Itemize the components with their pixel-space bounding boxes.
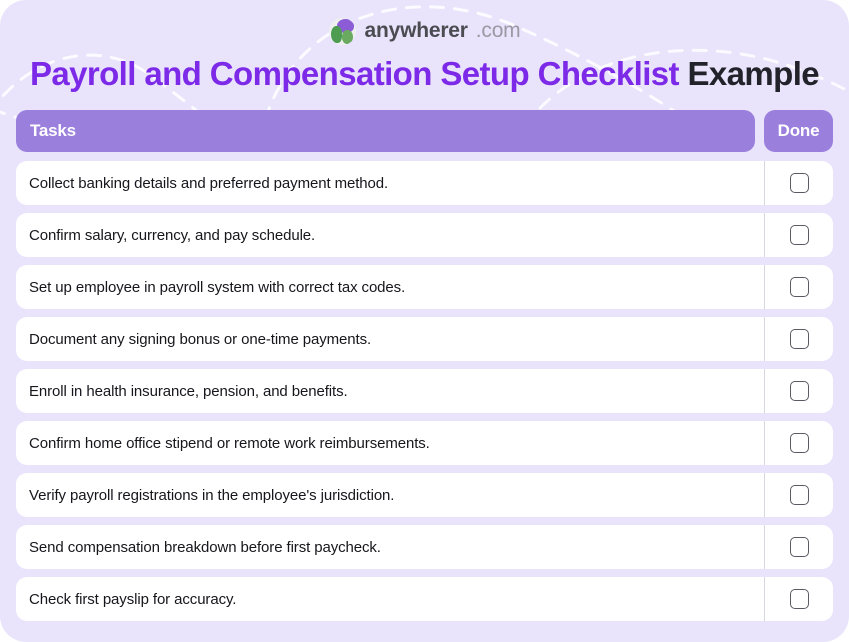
table-row bbox=[16, 473, 833, 517]
task-label: Confirm home office stipend or remote work reimbursements. bbox=[29, 434, 430, 452]
brand-tld: .com bbox=[475, 19, 521, 42]
task-label: Document any signing bonus or one-time payments. bbox=[29, 330, 372, 348]
checklist-table bbox=[16, 110, 833, 629]
task-done-cell bbox=[764, 577, 833, 621]
task-done-cell bbox=[764, 317, 833, 361]
task-done-cell bbox=[764, 161, 833, 205]
column-header-done bbox=[764, 110, 833, 152]
task-checkbox[interactable] bbox=[790, 589, 809, 609]
task-label: Confirm salary, currency, and pay schedule. bbox=[29, 226, 316, 244]
brand-name: anywherer bbox=[364, 19, 468, 42]
column-header-done-label: Done bbox=[777, 121, 820, 140]
task-done-cell bbox=[764, 525, 833, 569]
table-row bbox=[16, 421, 833, 465]
task-label: Collect banking details and preferred payment method. bbox=[29, 174, 389, 192]
task-checkbox[interactable] bbox=[790, 433, 809, 453]
table-row bbox=[16, 213, 833, 257]
page-title-main: Payroll and Compensation Setup Checklist bbox=[29, 55, 679, 92]
task-label: Set up employee in payroll system with correct tax codes. bbox=[29, 278, 406, 296]
column-header-tasks bbox=[16, 110, 755, 152]
task-done-cell bbox=[764, 213, 833, 257]
task-label: Verify payroll registrations in the employee's jurisdiction. bbox=[29, 486, 395, 504]
task-checkbox[interactable] bbox=[790, 225, 809, 245]
task-label: Check first payslip for accuracy. bbox=[29, 590, 237, 608]
task-checkbox[interactable] bbox=[790, 329, 809, 349]
globe-icon bbox=[329, 18, 356, 45]
brand-logo bbox=[0, 14, 849, 48]
table-header-row bbox=[16, 110, 833, 152]
task-done-cell bbox=[764, 265, 833, 309]
task-checkbox[interactable] bbox=[790, 381, 809, 401]
task-checkbox[interactable] bbox=[790, 537, 809, 557]
table-row bbox=[16, 161, 833, 205]
task-checkbox[interactable] bbox=[790, 173, 809, 193]
table-row bbox=[16, 577, 833, 621]
task-label: Enroll in health insurance, pension, and benefits. bbox=[29, 382, 348, 400]
task-label: Send compensation breakdown before first paycheck. bbox=[29, 538, 381, 556]
task-done-cell bbox=[764, 369, 833, 413]
task-done-cell bbox=[764, 473, 833, 517]
task-checkbox[interactable] bbox=[790, 485, 809, 505]
table-row bbox=[16, 317, 833, 361]
task-done-cell bbox=[764, 421, 833, 465]
table-row bbox=[16, 369, 833, 413]
table-row bbox=[16, 525, 833, 569]
task-checkbox[interactable] bbox=[790, 277, 809, 297]
page-title bbox=[0, 54, 849, 94]
page-title-suffix: Example bbox=[678, 55, 820, 92]
column-header-tasks-label: Tasks bbox=[30, 121, 76, 140]
table-row bbox=[16, 265, 833, 309]
